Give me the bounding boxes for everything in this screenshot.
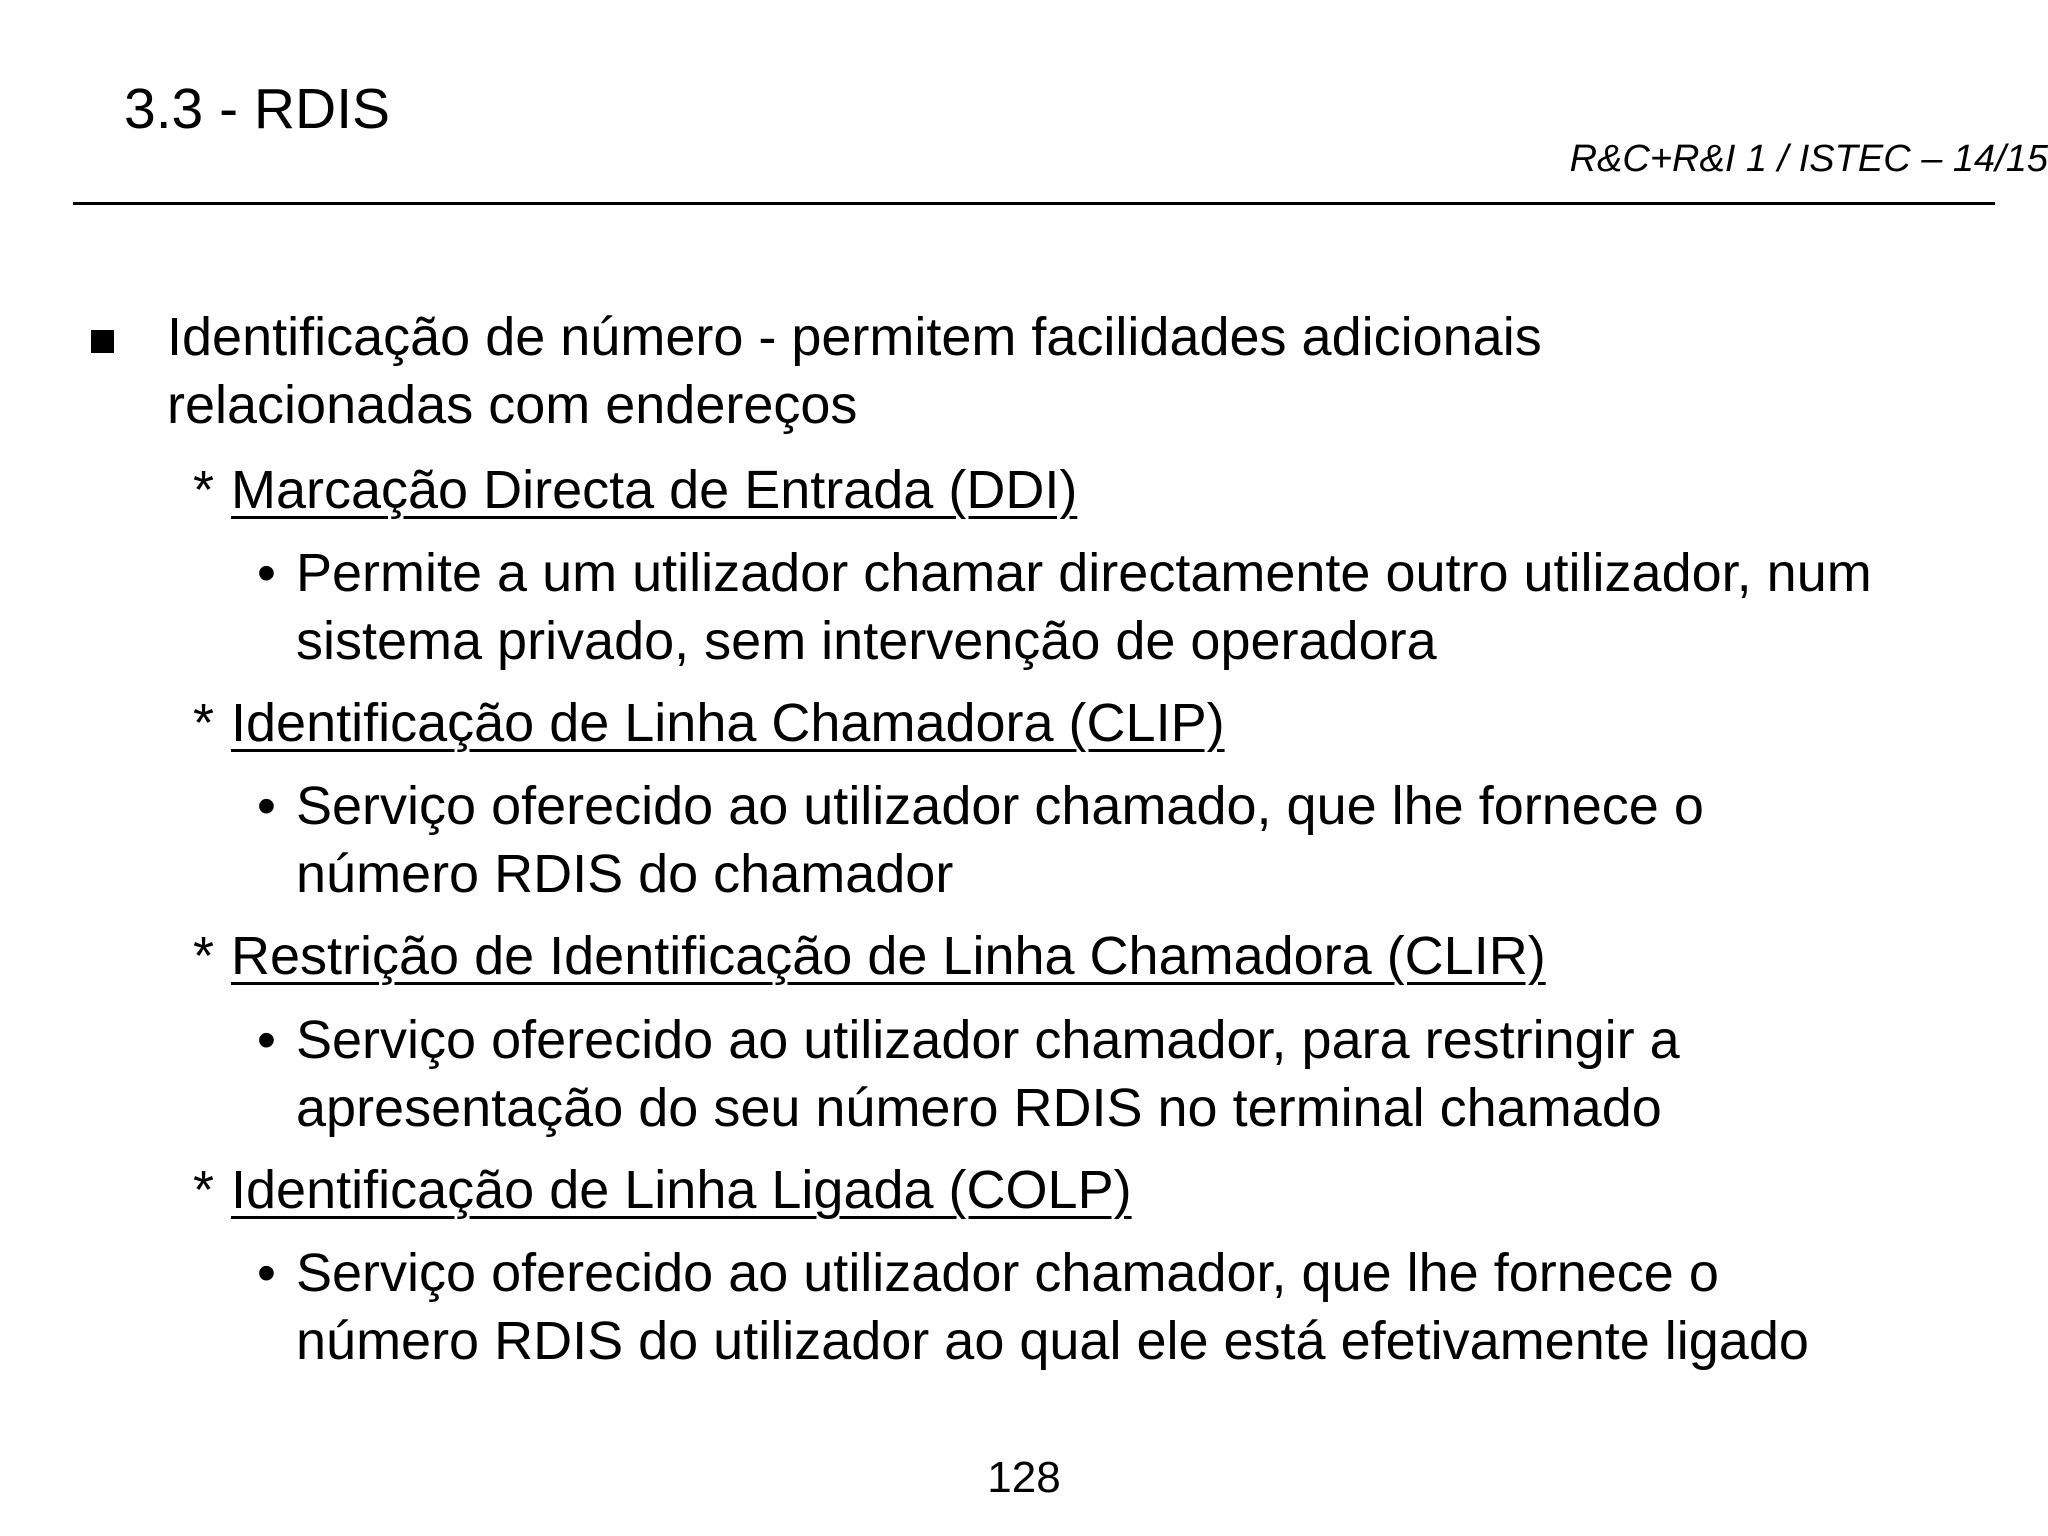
course-label: R&C+R&I 1 / ISTEC – 14/15: [1569, 138, 2048, 180]
asterisk-marker: *: [193, 926, 215, 986]
item-heading-colp: Identificação de Linha Ligada (COLP): [231, 1160, 1132, 1220]
item-desc-colp-line-1: Serviço oferecido ao utilizador chamador, que lhe fornece o: [296, 1243, 1719, 1303]
main-bullet-line-1: Identificação de número - permitem facilidades adicionais: [167, 307, 1542, 367]
page-number: 128: [987, 1453, 1061, 1502]
square-bullet-icon: [91, 330, 114, 353]
header-divider: [73, 202, 1995, 205]
bullet-dot-icon: •: [257, 1010, 276, 1070]
item-desc-ddi-line-2: sistema privado, sem intervenção de operadora: [296, 611, 1437, 671]
bullet-dot-icon: •: [257, 1243, 276, 1303]
main-bullet-line-2: relacionadas com endereços: [167, 375, 858, 435]
item-desc-ddi-line-1: Permite a um utilizador chamar directamente outro utilizador, num: [296, 543, 1872, 603]
asterisk-marker: *: [193, 693, 215, 753]
item-desc-clip-line-1: Serviço oferecido ao utilizador chamado, que lhe fornece o: [296, 776, 1704, 836]
slide-title: 3.3 - RDIS: [124, 77, 391, 141]
asterisk-marker: *: [193, 460, 215, 520]
item-heading-clir: Restrição de Identificação de Linha Chamadora (CLIR): [231, 926, 1546, 986]
asterisk-marker: *: [193, 1160, 215, 1220]
bullet-dot-icon: •: [257, 776, 276, 836]
item-heading-clip: Identificação de Linha Chamadora (CLIP): [231, 693, 1225, 753]
item-heading-ddi: Marcação Directa de Entrada (DDI): [231, 460, 1078, 520]
bullet-dot-icon: •: [257, 543, 276, 603]
item-desc-clip-line-2: número RDIS do chamador: [296, 844, 954, 904]
item-desc-colp-line-2: número RDIS do utilizador ao qual ele está efetivamente ligado: [296, 1311, 1809, 1371]
item-desc-clir-line-2: apresentação do seu número RDIS no terminal chamado: [296, 1078, 1662, 1138]
item-desc-clir-line-1: Serviço oferecido ao utilizador chamador, para restringir a: [296, 1010, 1680, 1070]
